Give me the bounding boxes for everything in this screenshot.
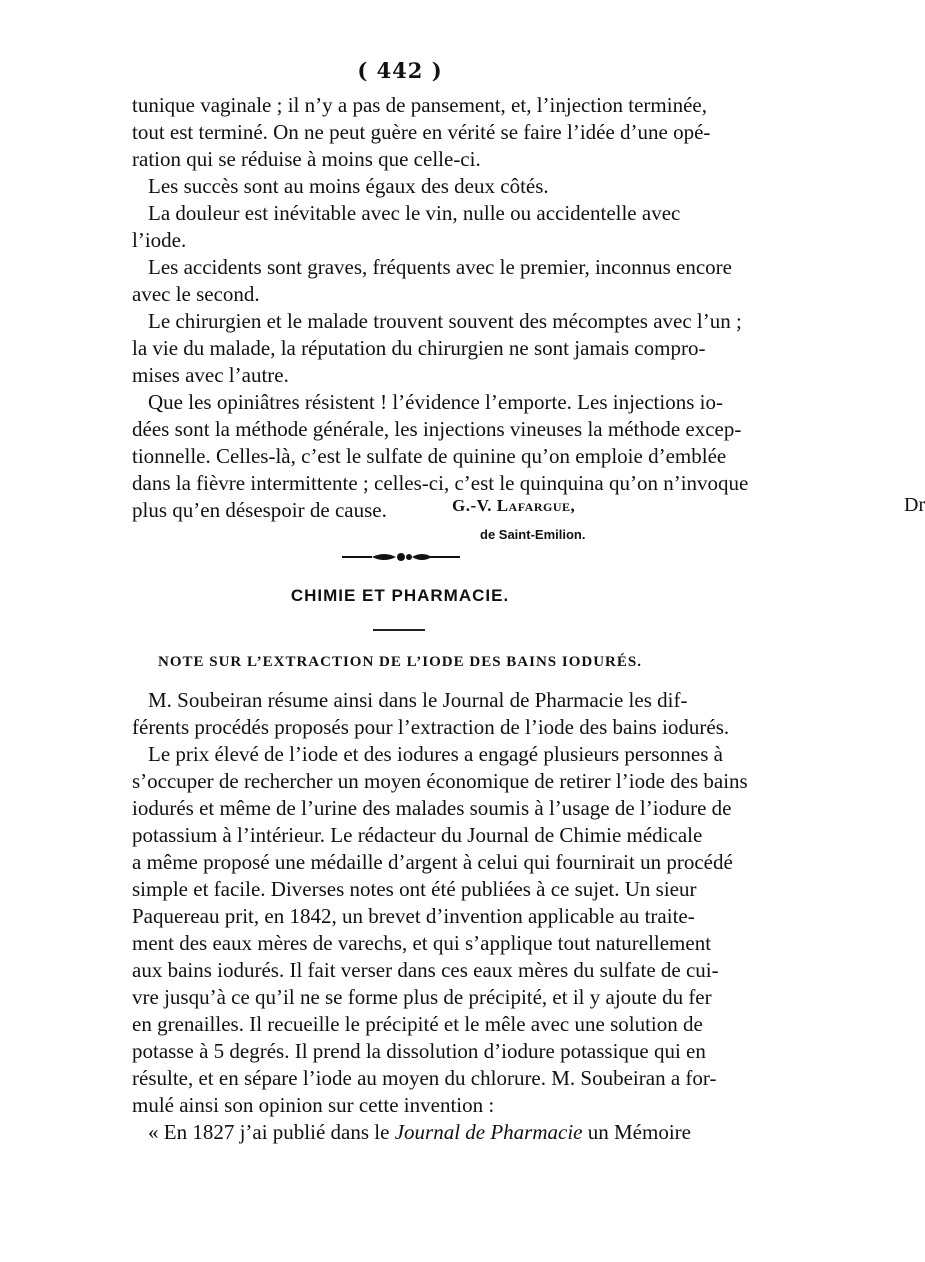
text-line: l’iode. [132, 228, 187, 252]
text-line: tionnelle. Celles-là, c’est le sulfate de quinine qu’on emploie d’emblée [132, 444, 727, 468]
text-line: Le prix élevé de l’iode et des iodures a engagé plusieurs personnes à [148, 742, 723, 766]
text-line: tunique vaginale ; il n’y a pas de pansement, et, l’injection terminée, [132, 93, 707, 117]
text-line: Que les opiniâtres résistent ! l’évidence l’emporte. Les injections io- [148, 390, 723, 414]
ornament-divider [342, 548, 460, 567]
text-line: ment des eaux mères de varechs, et qui s’applique tout naturellement [132, 931, 712, 955]
text-line: vre jusqu’à ce qu’il ne se forme plus de précipité, et il y ajoute du fer [132, 985, 712, 1009]
text-line: potassium à l’intérieur. Le rédacteur du Journal de Chimie médicale [132, 823, 703, 847]
last-line-prefix: « En 1827 j’ai publié dans le [148, 1120, 395, 1144]
text-line: potasse à 5 degrés. Il prend la dissolution d’iodure potassique qui en [132, 1039, 706, 1063]
text-line: mises avec l’autre. [132, 363, 289, 387]
text-line: s’occuper de rechercher un moyen économique de retirer l’iode des bains [132, 769, 748, 793]
text-line: la vie du malade, la réputation du chirurgien ne sont jamais compro- [132, 336, 706, 360]
signature-author: G.-V. Lafargue, [452, 496, 576, 515]
signature-title: Dr [904, 494, 925, 516]
subheading-text: NOTE SUR L’EXTRACTION DE L’IODE DES BAINS IODURÉS. [157, 654, 642, 670]
text-line: résulte, et en sépare l’iode au moyen du chlorure. M. Soubeiran a for- [132, 1066, 717, 1090]
text-line: iodurés et même de l’urine des malades soumis à l’usage de l’iodure de [132, 796, 732, 820]
heading-rule [373, 629, 425, 631]
page-number: ( 442 ) [357, 58, 443, 83]
text-line: Les succès sont au moins égaux des deux côtés. [148, 174, 549, 198]
last-line-suffix: un Mémoire [582, 1120, 691, 1144]
journal-title-italic: Journal de Pharmacie [394, 1120, 583, 1144]
text-line: ration qui se réduise à moins que celle-ci. [132, 147, 481, 171]
text-line: férents procédés proposés pour l’extraction de l’iode des bains iodurés. [132, 715, 730, 739]
text-line: a même proposé une médaille d’argent à celui qui fournirait un procédé [132, 850, 733, 874]
text-line: avec le second. [132, 282, 260, 306]
text-line: Le chirurgien et le malade trouvent souvent des mécomptes avec l’un ; [148, 309, 742, 333]
signature-place: de Saint-Emilion. [480, 527, 586, 542]
text-line: Paquereau prit, en 1842, un brevet d’invention applicable au traite- [132, 904, 695, 928]
section-subheading [0, 654, 800, 671]
text-line: dans la fièvre intermittente ; celles-ci, c’est le quinquina qu’on n’invoque [132, 471, 749, 495]
text-line: mulé ainsi son opinion sur cette invention : [132, 1093, 495, 1117]
text-line: en grenailles. Il recueille le précipité et le mêle avec une solution de [132, 1012, 703, 1036]
top-text-block [132, 92, 749, 524]
text-line: tout est terminé. On ne peut guère en vérité se faire l’idée d’une opé- [132, 120, 711, 144]
text-line-last [132, 1119, 691, 1146]
text-line: plus qu’en désespoir de cause. [132, 498, 387, 522]
section-heading: CHIMIE ET PHARMACIE. [290, 586, 510, 605]
text-line: Les accidents sont graves, fréquents avec le premier, inconnus encore [148, 255, 733, 279]
text-line: La douleur est inévitable avec le vin, nulle ou accidentelle avec [148, 201, 681, 225]
text-line: aux bains iodurés. Il fait verser dans ces eaux mères du sulfate de cui- [132, 958, 719, 982]
text-line: simple et facile. Diverses notes ont été publiées à ce sujet. Un sieur [132, 877, 697, 901]
text-line: dées sont la méthode générale, les injections vineuses la méthode excep- [132, 417, 742, 441]
text-line: M. Soubeiran résume ainsi dans le Journal de Pharmacie les dif- [148, 688, 688, 712]
bottom-text-block [132, 687, 748, 1146]
